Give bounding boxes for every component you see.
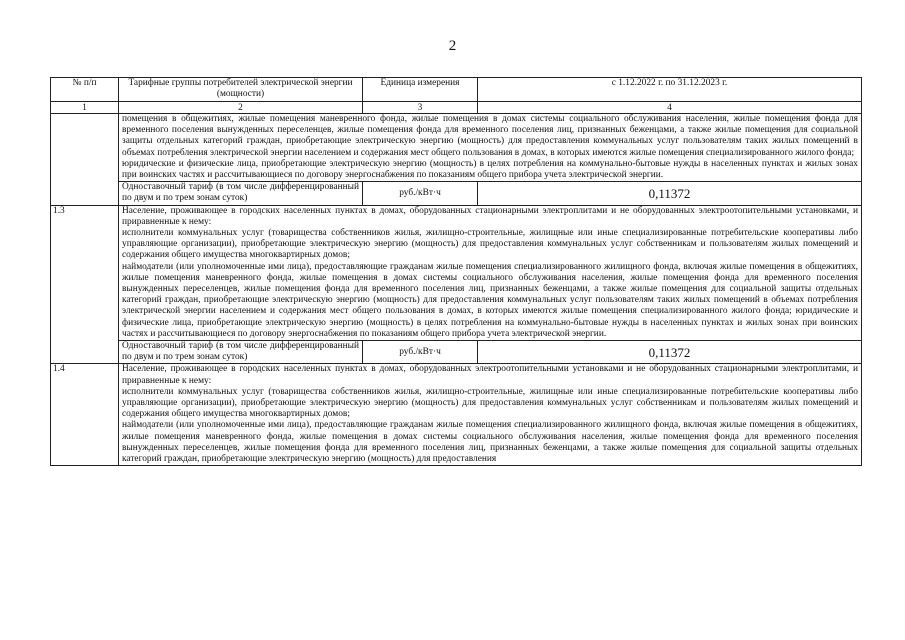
header-period: с 1.12.2022 г. по 31.12.2023 г. [478, 78, 862, 102]
table-row [51, 364, 862, 466]
tariff-table [50, 77, 862, 466]
tariff-value: 0,11372 [478, 182, 862, 205]
description-paragraph: юридические и физические лица, приобретающие электрическую энергию (мощность) в целях потребления на коммунально-бытовые нужды в населенных пунктах и жилых зонах при воинских частях и рассчитывающиеся по договору энергоснабжения по показаниям общего прибора учета электрической энергии. [122, 158, 858, 181]
table-header-row [51, 78, 862, 102]
description-paragraph: исполнители коммунальных услуг (товарищества собственников жилья, жилищно-строительные, жилищные или иные специализированные потребительские кооперативы либо управляющие организации), приобретающие электрическую энергию (мощность) для предоставления коммунальных услуг собственникам и пользователям жилых помещений и содержания общего имущества многоквартирных домов; [122, 228, 858, 261]
consumer-description [119, 364, 862, 466]
row-number-cell: 1.3 [51, 205, 119, 364]
page-number: 2 [448, 38, 457, 54]
tariff-row [51, 341, 862, 364]
description-paragraph: Население, проживающее в городских населенных пунктах в домах, оборудованных электроотопительными установками и не оборудованных стационарными электроплитами, и приравненные к нему: [122, 364, 858, 386]
consumer-description [119, 114, 862, 182]
header-tariff-groups: Тарифные группы потребителей электрической энергии (мощности) [119, 78, 363, 102]
row-number-cell: 1.4 [51, 364, 119, 466]
table-row [51, 114, 862, 182]
header-number: № п/п [51, 78, 119, 102]
description-paragraph: наймодатели (или уполномоченные ими лица), предоставляющие гражданам жилые помещения специализированного жилищного фонда, включая жилые помещения в общежитиях, жилые помещения маневренного фонда, жилые помещения в домах системы социального обслуживания населения, жилые помещения фонда для временного поселения вынужденных переселенцев, жилые помещения фонда для временного поселения лиц, признанных беженцами, а также жилые помещения для социальной защиты отдельных категорий граждан, приобретающие электрическую энергию (мощность) для предоставления [122, 420, 858, 465]
tariff-unit: руб./кВт·ч [363, 341, 478, 364]
column-index: 1 [51, 102, 119, 114]
description-paragraph: наймодатели (или уполномоченные ими лица), предоставляющие гражданам жилые помещения специализированного жилищного фонда, включая жилые помещения в общежитиях, жилые помещения маневренного фонда, жилые помещения в домах системы социального обслуживания населения, жилые помещения фонда для временного поселения вынужденных переселенцев, жилые помещения фонда для временного поселения лиц, признанных беженцами, а также жилые помещения для социальной защиты отдельных категорий граждан, приобретающие электрическую энергию (мощность) для предоставления коммунальных услуг пользователям таких жилых помещений в объемах потребления электрической энергии населением и содержания мест общего пользования в домах, в которых имеются жилые помещения специализированного жилого фонда; юридические и физические лица, приобретающие электрическую энергию (мощность) в целях потребления на коммунально-бытовые нужды в населенных пунктах и жилых зонах при воинских частях и рассчитывающиеся по договору энергоснабжения по показаниям общего прибора учета электрической энергии. [122, 261, 858, 339]
column-index: 4 [478, 102, 862, 114]
description-paragraph: помещения в общежитиях, жилые помещения маневренного фонда, жилые помещения в домах системы социального обслуживания населения, жилые помещения фонда для временного поселения вынужденных переселенцев, жилые помещения фонда для временного поселения лиц, признанных беженцами, а также жилые помещения для социальной защиты отдельных категорий граждан, приобретающие электрическую энергию (мощность) для предоставления коммунальных услуг пользователям таких жилых помещений в объемах потребления электрической энергии населением и содержания мест общего пользования в домах, в которых имеются жилые помещения специализированного жилого фонда; [122, 114, 858, 158]
column-index: 3 [363, 102, 478, 114]
column-index-row [51, 102, 862, 114]
table-row [51, 205, 862, 340]
tariff-name: Одноставочный тариф (в том числе дифференцированный по двум и по трем зонам суток) [119, 341, 363, 364]
row-number-cell [51, 114, 119, 206]
tariff-name: Одноставочный тариф (в том числе дифференцированный по двум и по трем зонам суток) [119, 182, 363, 205]
tariff-value: 0,11372 [478, 341, 862, 364]
description-paragraph: исполнители коммунальных услуг (товарищества собственников жилья, жилищно-строительные, жилищные или иные специализированные потребительские кооперативы либо управляющие организации), приобретающие электрическую энергию (мощность) для предоставления коммунальных услуг собственникам и пользователям жилых помещений и содержания общего имущества многоквартирных домов; [122, 386, 858, 420]
consumer-description [119, 205, 862, 340]
column-index: 2 [119, 102, 363, 114]
header-unit: Единица измерения [363, 78, 478, 102]
tariff-row [51, 182, 862, 205]
description-paragraph: Население, проживающее в городских населенных пунктах в домах, оборудованных стационарными электроплитами и не оборудованных электроотопительными установками, и приравненные к нему: [122, 205, 858, 227]
tariff-unit: руб./кВт·ч [363, 182, 478, 205]
